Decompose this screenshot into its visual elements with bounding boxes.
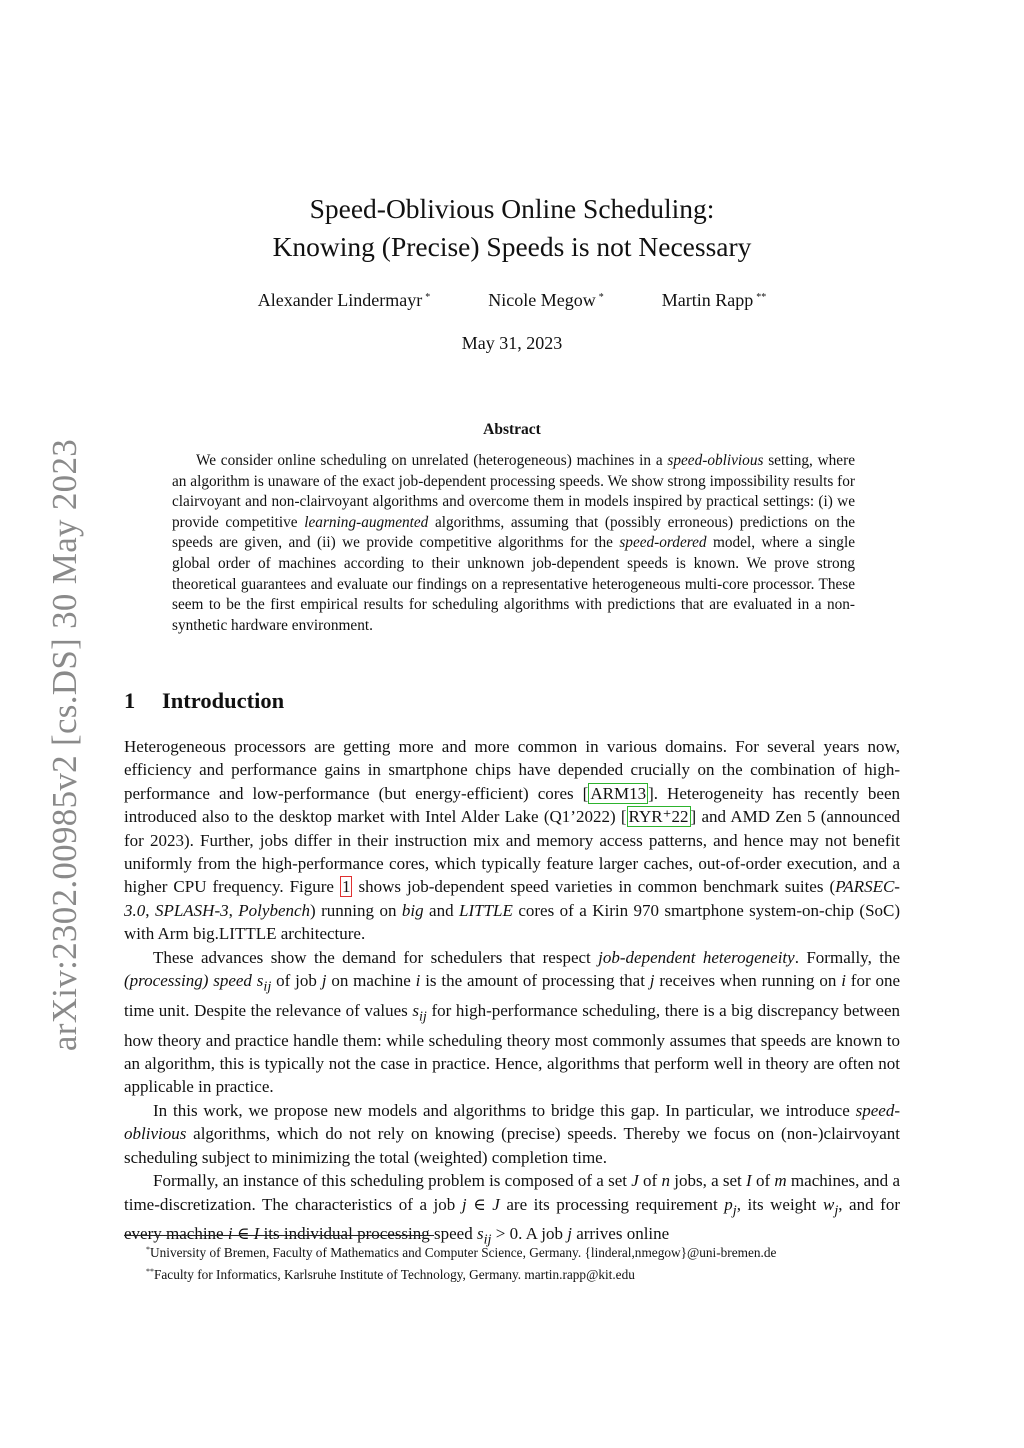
abstract-body: We consider online scheduling on unrelated (heterogeneous) machines in a speed-oblivious setting, where an algorithm is unaware of the exact job-dependent processing speeds. We show strong impossibility results for clairvoyant and non-clairvoyant algorithms and overcome them in models inspired by practical settings: (i) we provide competitive learning-augmented algorithms, assuming that (possibly erroneous) predictions on the speeds are given, and (ii) we provide competitive algorithms for the speed-ordered model, where a single global order of machines according to their unknown job-dependent speeds is known. We prove strong theoretical guarantees and evaluate our findings on a representative heterogeneous multi-core processor. These seem to be the first empirical results for scheduling algorithms with predictions that are evaluated in a non-synthetic hardware environment. — [172, 452, 856, 634]
arxiv-identifier: arXiv:2302.00985v2 [cs.DS] 30 May 2023 — [45, 438, 84, 1052]
title-line-2: Knowing (Precise) Speeds is not Necessary — [272, 231, 752, 262]
section-title: Introduction — [162, 688, 285, 713]
paragraph: In this work, we propose new models and algorithms to bridge this gap. In particular, we introduce speed-oblivious algorithms, which do not rely on knowing (precise) speeds. Thereby we focus on (non-)clairvoyant scheduling subject to minimizing the total (weighted) completion time. — [124, 1100, 900, 1167]
paragraph: These advances show the demand for schedulers that respect job-dependent heterogeneity. Formally, the (processing) speed $s_{ij}$ of job j on machine i is the amount of processing that j receives when running on i for one time unit. Despite the relevance of values $s_{ij}$ for high-performance scheduling, there is a big discrepancy between how theory and practice handle them: while scheduling theory most commonly assumes that speeds are known to an algorithm, this is typically not the case in practice. Hence, algorithms that perform well in theory are often not applicable in practice. — [124, 947, 901, 1097]
introduction-body — [124, 735, 900, 1252]
paragraph: Formally, an instance of this scheduling problem is composed of a set J of n jobs, a set I of m machines, and a time-discretization. The characteristics of a job j ∈ J are its processing requirement $p_j$, its weight $w_j$, and for every machine i ∈ I its individual processing speed $s_{ij} > 0$. A job j arrives online — [124, 1171, 900, 1248]
footnote: *University of Bremen, Faculty of Mathematics and Computer Science, Germany. {linderal,nmegow}@uni-bremen.de — [146, 1245, 777, 1260]
citation-link[interactable]: RYR⁺22 — [628, 807, 689, 827]
footnotes — [124, 1240, 900, 1284]
author: Martin Rapp ** — [661, 290, 767, 310]
abstract-heading: Abstract — [483, 421, 541, 438]
publication-date: May 31, 2023 — [461, 333, 563, 353]
author: Alexander Lindermayr * — [257, 290, 431, 310]
author-list — [0, 290, 1024, 311]
paper-title — [0, 190, 1024, 266]
section-heading — [124, 688, 284, 714]
footnote: **Faculty for Informatics, Karlsruhe Institute of Technology, Germany. martin.rapp@kit.edu — [146, 1267, 635, 1282]
author: Nicole Megow * — [488, 290, 604, 310]
footnote-divider — [124, 1235, 434, 1236]
figure-reference-link[interactable]: 1 — [341, 877, 351, 897]
citation-link[interactable]: ARM13 — [590, 783, 647, 803]
section-number: 1 — [124, 688, 136, 713]
paragraph: Heterogeneous processors are getting more and more common in various domains. For several years now, efficiency and performance gains in smartphone chips have depended crucially on the combination of high-performance and low-performance (but energy-efficient) cores [ ARM13 ]. Heterogeneity has recently been introduced also to the desktop market with Intel Alder Lake (Q1’2022) [ RYR⁺22 ] and AMD Zen 5 (announced for 2023). Further, jobs differ in their instruction mix and memory access patterns, and hence may not benefit uniformly from the high-performance cores, which typically feature larger caches, out-of-order execution, and a higher CPU frequency. Figure 1 shows job-dependent speed varieties in common benchmark suites (PARSEC-3.0, SPLASH-3, Polybench) running on big and LITTLE cores of a Kirin 970 smartphone system-on-chip (SoC) with Arm big.LITTLE architecture. — [124, 737, 901, 944]
title-line-1: Speed-Oblivious Online Scheduling: — [309, 193, 715, 224]
